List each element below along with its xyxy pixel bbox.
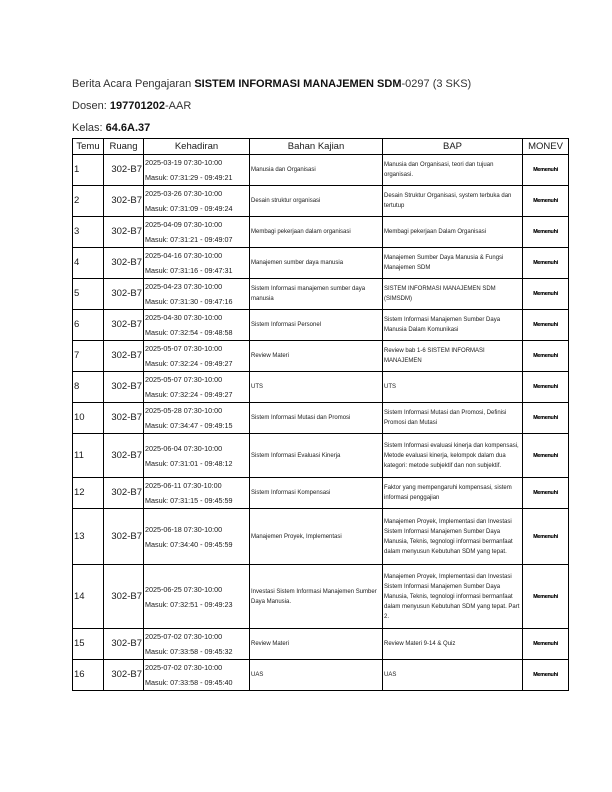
bap-description: Manajemen Proyek, Implementasi dan Investasi Sistem Informasi Manajemen Sumber Daya Manusia, Teknis, tegnologi informasi bermanfaat dalam menyusun Kebutuhan SDM yang tepat.	[383, 509, 523, 565]
class-code: 64.6A.37	[105, 122, 151, 134]
table-row	[73, 478, 569, 509]
room-code: 302-B7	[104, 478, 144, 509]
room-code: 302-B7	[104, 310, 144, 341]
meeting-number: 7	[73, 341, 104, 372]
check-in-time: Masuk: 07:32:51 - 09:49:23	[145, 599, 233, 609]
lecturer-label: Dosen:	[72, 100, 110, 112]
table-row	[73, 341, 569, 372]
bap-description: Membagi pekerjaan Dalam Organisasi	[383, 217, 523, 248]
check-in-time: Masuk: 07:33:58 - 09:45:40	[145, 678, 233, 687]
bap-description: Review Materi 9-14 & Quiz	[383, 629, 523, 660]
monev-cell	[523, 434, 569, 478]
monev-status: Memenuhi	[533, 641, 558, 647]
bap-description: Manusia dan Organisasi, teori dan tujuan organisasi.	[383, 155, 523, 186]
attendance-cell	[144, 248, 250, 279]
study-material: Membagi pekerjaan dalam organisasi	[250, 217, 383, 248]
monev-status: Memenuhi	[533, 452, 558, 459]
schedule-time: 2025-03-26 07:30-10:00	[145, 189, 223, 198]
monev-cell	[523, 186, 569, 217]
bap-description: Sistem Informasi Manajemen Sumber Daya Manusia Dalam Komunikasi	[383, 310, 523, 341]
header-ruang: Ruang	[104, 139, 144, 155]
attendance-cell	[144, 279, 250, 310]
attendance-cell	[144, 565, 250, 629]
monev-cell	[523, 372, 569, 403]
study-material: UTS	[250, 372, 383, 403]
study-material: Sistem Informasi Evaluasi Kinerja	[250, 434, 383, 478]
table-body	[73, 155, 569, 691]
table-header-row	[73, 139, 569, 155]
header-bahan-kajian: Bahan Kajian	[250, 139, 383, 155]
monev-status: Memenuhi	[533, 322, 558, 328]
attendance-cell	[144, 660, 250, 691]
meeting-number: 16	[73, 660, 104, 691]
meeting-number: 2	[73, 186, 104, 217]
check-in-time: Masuk: 07:31:29 - 09:49:21	[145, 173, 233, 182]
schedule-time: 2025-06-11 07:30-10:00	[145, 481, 222, 490]
check-in-time: Masuk: 07:34:40 - 09:45:59	[145, 539, 233, 549]
study-material: Manajemen sumber daya manusia	[250, 248, 383, 279]
monev-status: Memenuhi	[533, 672, 558, 678]
meeting-number: 8	[73, 372, 104, 403]
table-row	[73, 155, 569, 186]
check-in-time: Masuk: 07:34:47 - 09:49:15	[145, 421, 233, 430]
attendance-cell	[144, 403, 250, 434]
room-code: 302-B7	[104, 155, 144, 186]
study-material: Desain struktur organisasi	[250, 186, 383, 217]
monev-cell	[523, 341, 569, 372]
schedule-time: 2025-06-04 07:30-10:00	[145, 443, 223, 453]
monev-cell	[523, 155, 569, 186]
attendance-cell	[144, 478, 250, 509]
meeting-number: 15	[73, 629, 104, 660]
study-material: Review Materi	[250, 341, 383, 372]
monev-status: Memenuhi	[533, 384, 558, 390]
schedule-time: 2025-04-16 07:30-10:00	[145, 251, 223, 260]
monev-status: Memenuhi	[533, 593, 558, 600]
study-material: Sistem Informasi Kompensasi	[250, 478, 383, 509]
meeting-number: 6	[73, 310, 104, 341]
bap-description: Manajemen Sumber Daya Manusia & Fungsi Manajemen SDM	[383, 248, 523, 279]
table-row	[73, 509, 569, 565]
bap-description: Sistem Informasi evaluasi kinerja dan kompensasi, Metode evaluasi kinerja, kelompok dalam dua kategori: metode subjektif dan non subjektif.	[383, 434, 523, 478]
table-row	[73, 660, 569, 691]
check-in-time: Masuk: 07:31:09 - 09:49:24	[145, 204, 233, 213]
table-row	[73, 403, 569, 434]
monev-cell	[523, 403, 569, 434]
room-code: 302-B7	[104, 372, 144, 403]
meeting-number: 10	[73, 403, 104, 434]
room-code: 302-B7	[104, 629, 144, 660]
check-in-time: Masuk: 07:31:21 - 09:49:07	[145, 235, 233, 244]
study-material: Sistem Informasi manajemen sumber daya manusia	[250, 279, 383, 310]
check-in-time: Masuk: 07:33:58 - 09:45:32	[145, 647, 233, 656]
monev-cell	[523, 248, 569, 279]
class-label: Kelas:	[72, 122, 106, 134]
room-code: 302-B7	[104, 509, 144, 565]
table-row	[73, 279, 569, 310]
schedule-time: 2025-05-07 07:30-10:00	[145, 344, 223, 353]
attendance-cell	[144, 509, 250, 565]
table-row	[73, 629, 569, 660]
room-code: 302-B7	[104, 341, 144, 372]
schedule-time: 2025-06-25 07:30-10:00	[145, 584, 223, 594]
lecturer-code: -AAR	[164, 100, 192, 112]
room-code: 302-B7	[104, 217, 144, 248]
check-in-time: Masuk: 07:32:24 - 09:49:27	[145, 359, 233, 368]
attendance-cell	[144, 186, 250, 217]
check-in-time: Masuk: 07:31:16 - 09:47:31	[145, 266, 233, 275]
table-row	[73, 434, 569, 478]
bap-description: SISTEM INFORMASI MANAJEMEN SDM (SIMSDM)	[383, 279, 523, 310]
table-row	[73, 217, 569, 248]
attendance-cell	[144, 341, 250, 372]
meeting-number: 13	[73, 509, 104, 565]
meeting-number: 14	[73, 565, 104, 629]
bap-description: Faktor yang mempengaruhi kompensasi, sistem informasi penggajian	[383, 478, 523, 509]
bap-description: UAS	[383, 660, 523, 691]
table-row	[73, 186, 569, 217]
study-material: Review Materi	[250, 629, 383, 660]
monev-status: Memenuhi	[533, 291, 558, 297]
check-in-time: Masuk: 07:32:24 - 09:49:27	[145, 390, 233, 399]
study-material: Sistem Informasi Personel	[250, 310, 383, 341]
attendance-cell	[144, 434, 250, 478]
schedule-time: 2025-05-07 07:30-10:00	[145, 375, 223, 384]
bap-description: Desain Struktur Organisasi, system terbuka dan tertutup	[383, 186, 523, 217]
monev-cell	[523, 279, 569, 310]
monev-status: Memenuhi	[533, 533, 558, 540]
check-in-time: Masuk: 07:31:15 - 09:45:59	[145, 496, 233, 505]
teaching-record-table	[72, 138, 569, 691]
room-code: 302-B7	[104, 434, 144, 478]
header-monev: MONEV	[523, 139, 569, 155]
monev-status: Memenuhi	[533, 198, 558, 204]
room-code: 302-B7	[104, 403, 144, 434]
attendance-cell	[144, 372, 250, 403]
schedule-time: 2025-07-02 07:30-10:00	[145, 632, 223, 641]
room-code: 302-B7	[104, 186, 144, 217]
study-material: Investasi Sistem Informasi Manajemen Sumber Daya Manusia.	[250, 565, 383, 629]
room-code: 302-B7	[104, 565, 144, 629]
monev-status: Memenuhi	[533, 167, 558, 173]
schedule-time: 2025-03-19 07:30-10:00	[145, 158, 223, 167]
monev-status: Memenuhi	[533, 353, 558, 359]
schedule-time: 2025-04-30 07:30-10:00	[145, 313, 223, 322]
meeting-number: 4	[73, 248, 104, 279]
schedule-time: 2025-06-18 07:30-10:00	[145, 524, 223, 534]
monev-cell	[523, 509, 569, 565]
monev-status: Memenuhi	[533, 260, 558, 266]
meeting-number: 12	[73, 478, 104, 509]
table-row	[73, 372, 569, 403]
document-header	[72, 74, 471, 140]
meeting-number: 11	[73, 434, 104, 478]
class-line	[72, 118, 471, 140]
course-name: SISTEM INFORMASI MANAJEMEN SDM	[194, 78, 402, 90]
header-temu: Temu	[73, 139, 104, 155]
check-in-time: Masuk: 07:32:54 - 09:48:58	[145, 328, 233, 337]
study-material: UAS	[250, 660, 383, 691]
meeting-number: 5	[73, 279, 104, 310]
meeting-number: 1	[73, 155, 104, 186]
schedule-time: 2025-04-09 07:30-10:00	[145, 220, 223, 229]
monev-cell	[523, 217, 569, 248]
study-material: Manajemen Proyek, Implementasi	[250, 509, 383, 565]
monev-cell	[523, 478, 569, 509]
course-line	[72, 74, 471, 96]
bap-description: Review bab 1-6 SISTEM INFORMASI MANAJEMEN	[383, 341, 523, 372]
monev-cell	[523, 660, 569, 691]
monev-cell	[523, 565, 569, 629]
study-material: Manusia dan Organisasi	[250, 155, 383, 186]
monev-cell	[523, 310, 569, 341]
study-material: Sistem Informasi Mutasi dan Promosi	[250, 403, 383, 434]
table-row	[73, 248, 569, 279]
lecturer-line	[72, 96, 471, 118]
monev-status: Memenuhi	[533, 415, 558, 421]
monev-status: Memenuhi	[533, 490, 558, 496]
bap-description: Sistem Informasi Mutasi dan Promosi, Definisi Promosi dan Mutasi	[383, 403, 523, 434]
attendance-cell	[144, 155, 250, 186]
monev-cell	[523, 629, 569, 660]
schedule-time: 2025-05-28 07:30-10:00	[145, 406, 223, 415]
lecturer-id: 197701202	[109, 100, 165, 112]
attendance-cell	[144, 217, 250, 248]
attendance-cell	[144, 310, 250, 341]
course-code: -0297 (3 SKS)	[401, 78, 472, 90]
bap-description: UTS	[383, 372, 523, 403]
course-prefix: Berita Acara Pengajaran	[72, 78, 195, 90]
attendance-cell	[144, 629, 250, 660]
table-row	[73, 310, 569, 341]
check-in-time: Masuk: 07:31:30 - 09:47:16	[145, 297, 233, 306]
schedule-time: 2025-07-02 07:30-10:00	[145, 663, 223, 672]
room-code: 302-B7	[104, 279, 144, 310]
header-kehadiran: Kehadiran	[144, 139, 250, 155]
header-bap: BAP	[383, 139, 523, 155]
monev-status: Memenuhi	[533, 229, 558, 235]
room-code: 302-B7	[104, 660, 144, 691]
check-in-time: Masuk: 07:31:01 - 09:48:12	[145, 458, 233, 468]
schedule-time: 2025-04-23 07:30-10:00	[145, 282, 223, 291]
bap-description: Manajemen Proyek, Implementasi dan Investasi Sistem Informasi Manajemen Sumber Daya Manusia, Teknis, tegnologi informasi bermanfaat dalam menyusun Kebutuhan SDM yang tepat. Part 2.	[383, 565, 523, 629]
meeting-number: 3	[73, 217, 104, 248]
table-row	[73, 565, 569, 629]
room-code: 302-B7	[104, 248, 144, 279]
